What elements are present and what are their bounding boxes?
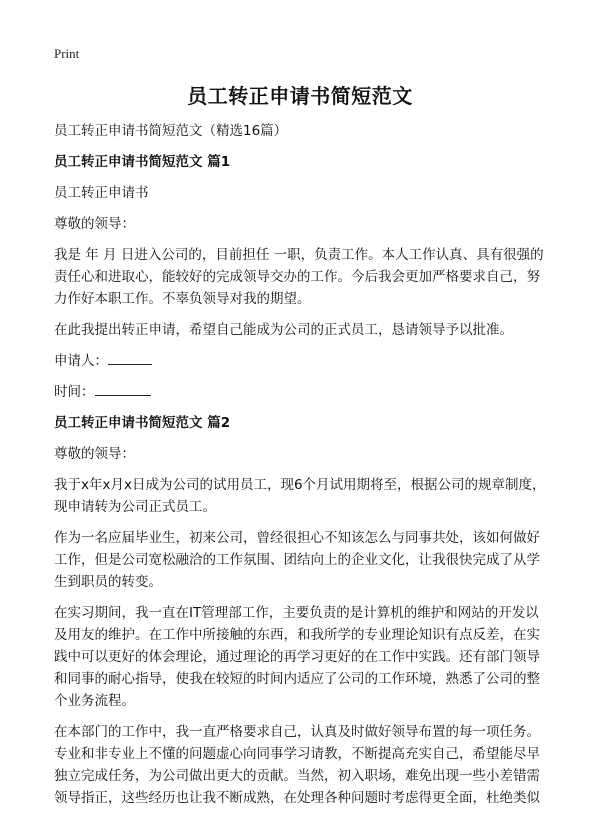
- applicant-label: 申请人：: [54, 353, 108, 369]
- document-body: [54, 120, 548, 818]
- time-line: [54, 381, 548, 403]
- paragraph: 在实习期间，我一直在IT管理部工作，主要负责的是计算机的维护和网站的开发以及用友的维护。在工作中所接触的东西，和我所学的专业理论知识有点反差，在实践中可以更好的体会理论，通过理论的再学习更好的在工作中实践。还有部门领导和同事的耐心指导，使我在较短的时间内适应了公司的工作环境，熟悉了公司的整个业务流程。: [54, 605, 540, 709]
- paragraph: 作为一名应届毕业生，初来公司，曾经很担心不知该怎么与同事共处，该如何做好工作，但是公司宽松融洽的工作氛围、团结向上的企业文化，让我很快完成了从学生到职员的转变。: [54, 530, 540, 590]
- time-label: 时间：: [54, 384, 95, 400]
- paragraph: 我于x年x月x日成为公司的试用员工，现6个月试用期将至，根据公司的规章制度，现申请转为公司正式员工。: [54, 477, 546, 515]
- paragraph: 在本部门的工作中，我一直严格要求自己，认真及时做好领导布置的每一项任务。专业和非专业上不懂的问题虚心向同事学习请教，不断提高充实自己，希望能尽早独立完成任务，为公司做出更大的贡献。当然，初入职场，难免出现一些小差错需领导指正，这些经历也让我不断成熟，在处理各种问题时考虑得更全面，杜绝类似: [54, 724, 540, 806]
- paragraph: 尊敬的领导：: [54, 216, 135, 232]
- time-blank: [95, 381, 151, 396]
- section-heading-1: 员工转正申请书简短范文 篇1: [54, 154, 231, 170]
- document-title: 员工转正申请书简短范文: [187, 84, 413, 108]
- applicant-blank: [108, 350, 152, 365]
- paragraph: 我是 年 月 日进入公司的，目前担任 一职，负责工作。本人工作认真、具有很强的责任心和进取心，能较好的完成领导交办的工作。今后我会更加严格要求自己，努力作好本职工作。不辜负领导对我的期望。: [54, 247, 544, 307]
- applicant-line: [54, 350, 548, 372]
- subtitle: 员工转正申请书简短范文（精选16篇）: [54, 123, 288, 139]
- section-heading-2: 员工转正申请书简短范文 篇2: [54, 415, 231, 431]
- paragraph: 员工转正申请书: [54, 185, 149, 201]
- print-label[interactable]: Print: [54, 46, 80, 61]
- paragraph: 尊敬的领导：: [54, 446, 135, 462]
- paragraph: 在此我提出转正申请，希望自己能成为公司的正式员工，恳请领导予以批准。: [54, 322, 513, 338]
